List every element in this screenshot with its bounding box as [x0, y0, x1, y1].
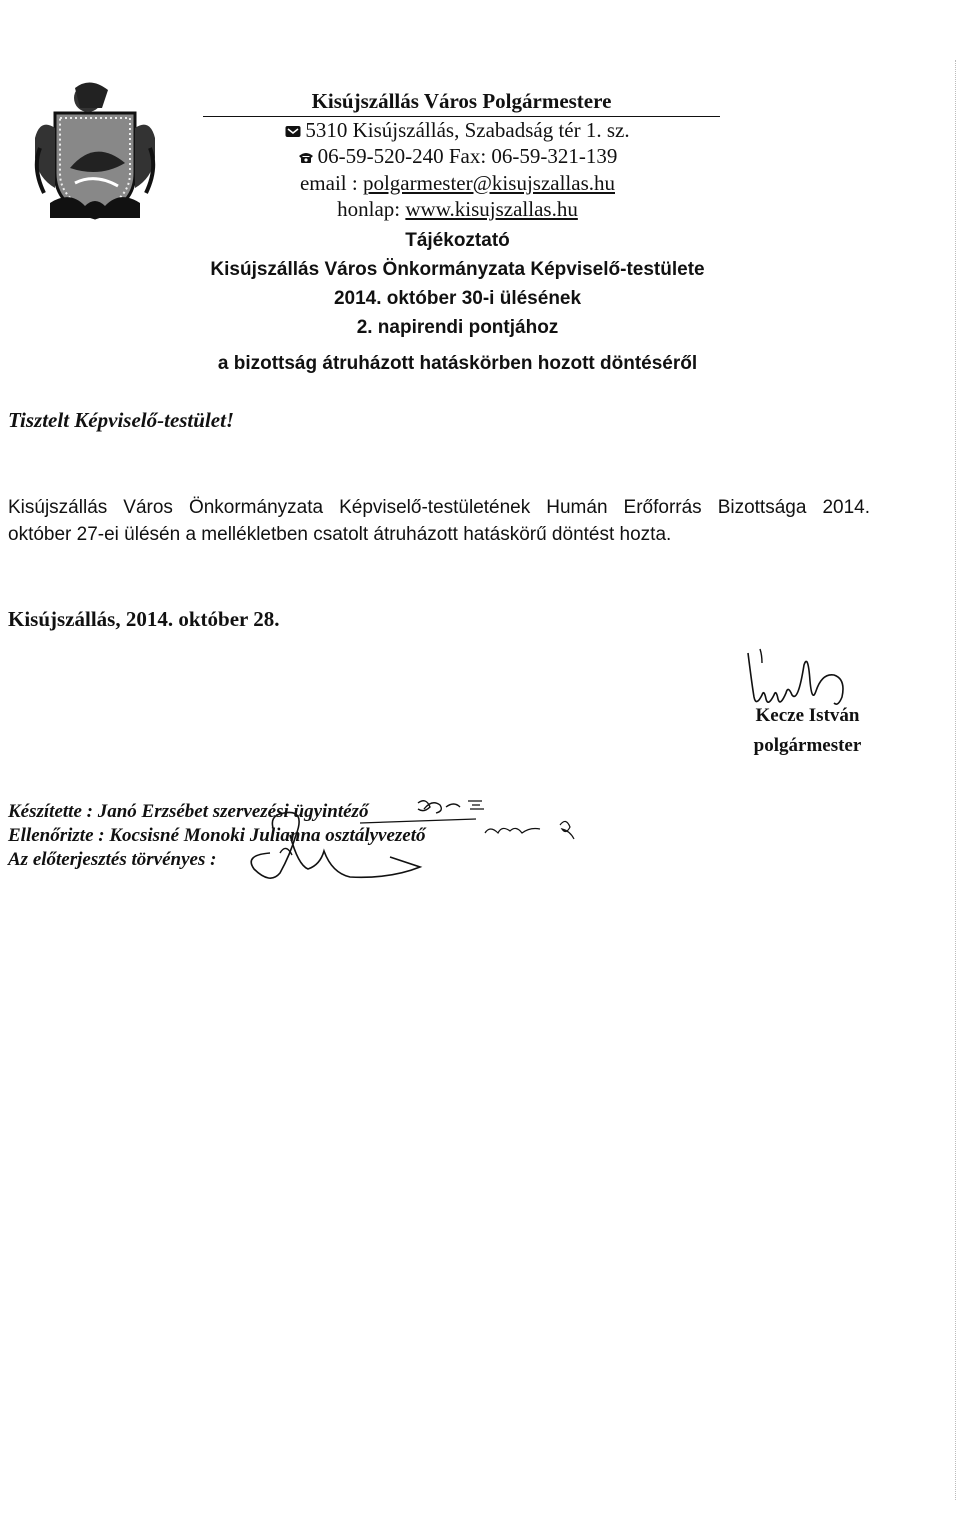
- body-line-1: [8, 494, 870, 521]
- date-line: Kisújszállás, 2014. október 28.: [8, 607, 280, 631]
- web-label: honlap:: [337, 197, 406, 221]
- title-line-2: Kisújszállás Város Önkormányzata Képviselő-testülete: [210, 259, 705, 280]
- body-word: Erőforrás: [623, 497, 702, 518]
- signer-name: Kecze István: [755, 705, 860, 726]
- prepared-by: Készítette : Janó Erzsébet szervezési ügyintéző: [8, 801, 369, 822]
- phone-text: 06-59-520-240 Fax: 06-59-321-139: [317, 144, 618, 168]
- document-title: [180, 226, 735, 378]
- address-text: 5310 Kisújszállás, Szabadság tér 1. sz.: [305, 117, 630, 142]
- title-heading: Tájékoztató: [405, 230, 510, 251]
- checked-by: Ellenőrizte : Kocsisné Monoki Julianna osztályvezető: [8, 825, 426, 846]
- body-word: Humán: [546, 497, 608, 518]
- envelope-icon: [285, 125, 301, 138]
- web-link[interactable]: www.kisujszallas.hu: [405, 197, 578, 221]
- signer-title: polgármester: [753, 735, 862, 756]
- title-line-5: a bizottság átruházott hatáskörben hozott döntéséről: [217, 353, 698, 374]
- coat-of-arms-logo: [30, 78, 160, 223]
- org-name: Kisújszállás Város Polgármestere: [203, 88, 720, 117]
- phone-line: [195, 143, 720, 170]
- body-word: Kisújszállás: [8, 497, 108, 518]
- email-label: email :: [299, 170, 363, 195]
- email-link[interactable]: polgarmester@kisujszallas.hu: [362, 170, 615, 195]
- scan-edge-line: [955, 60, 957, 1500]
- signer-block: [740, 701, 875, 761]
- letterhead: [195, 88, 720, 223]
- title-line-4: 2. napirendi pontjához: [356, 317, 559, 338]
- legality-line: Az előterjesztés törvényes :: [8, 849, 217, 870]
- handwritten-initials: [240, 795, 630, 885]
- body-word: Város: [123, 497, 173, 518]
- title-line-3: 2014. október 30-i ülésének: [333, 288, 582, 309]
- body-word: 2014.: [822, 497, 870, 518]
- address-line: [195, 117, 720, 144]
- body-paragraph: [8, 494, 870, 548]
- email-line: [195, 170, 720, 197]
- telephone-icon: [298, 151, 314, 164]
- body-line-2: október 27-ei ülésén a mellékletben csatolt átruházott hatáskörű döntést hozta.: [8, 524, 672, 545]
- body-word: Önkormányzata: [188, 497, 324, 518]
- body-word: Bizottsága: [717, 497, 807, 518]
- body-word: Képviselő-testületének: [339, 497, 531, 518]
- salutation: Tisztelt Képviselő-testület!: [8, 408, 235, 432]
- web-line: [195, 196, 720, 223]
